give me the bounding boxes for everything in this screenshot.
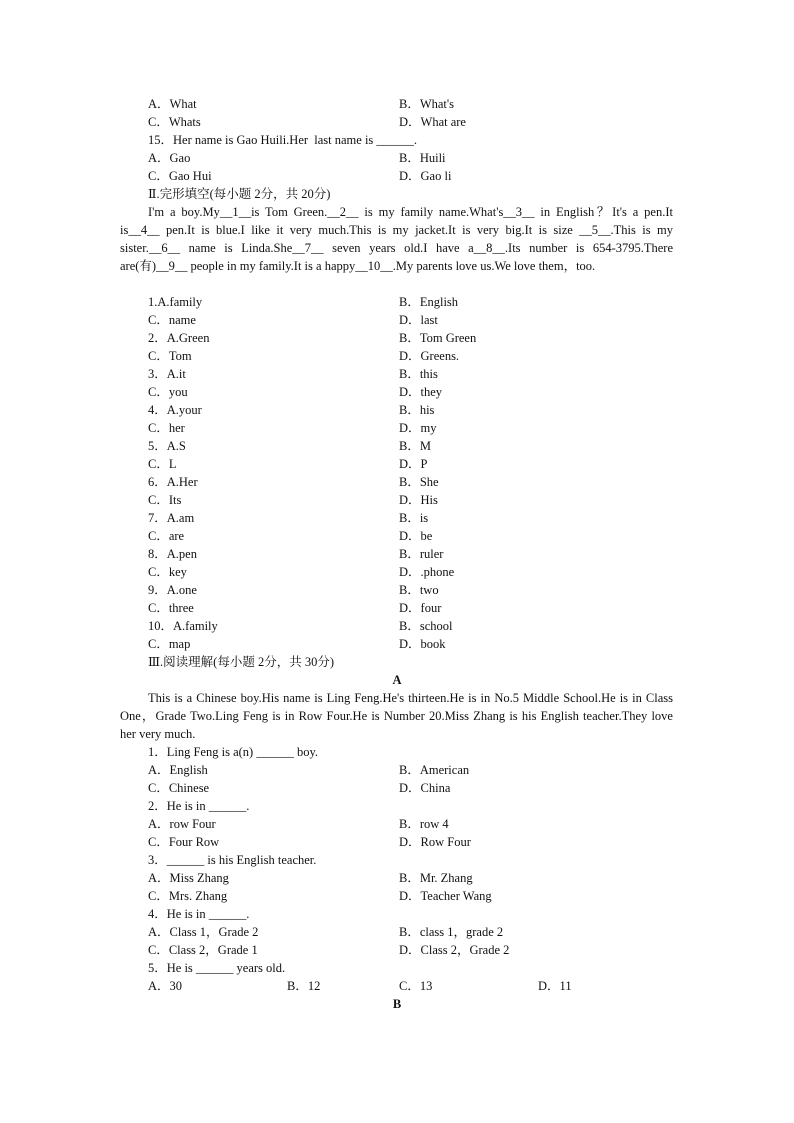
option-left: 2．A.Green	[148, 331, 210, 345]
option-row	[0, 293, 794, 311]
option-row	[0, 491, 794, 509]
option-row	[0, 869, 794, 887]
option-right: D．Row Four	[399, 835, 471, 849]
question-stem: 4．He is in ______.	[148, 907, 250, 921]
option-left: C．name	[148, 313, 196, 327]
option-d: D．What are	[399, 115, 466, 129]
option-row	[0, 455, 794, 473]
option-right: B．row 4	[399, 817, 449, 831]
option-d: D．Gao li	[399, 169, 452, 183]
option-right: D．Teacher Wang	[399, 889, 492, 903]
option-row	[0, 887, 794, 905]
option-right: B．class 1，grade 2	[399, 925, 504, 939]
option-row	[0, 383, 794, 401]
option-c: C．Gao Hui	[148, 169, 212, 183]
option-row	[0, 365, 794, 383]
option-right: D．book	[399, 637, 446, 651]
option-left: C．Chinese	[148, 781, 210, 795]
section-heading: Ⅲ.阅读理解(每小题 2分，共 30分)	[148, 655, 335, 669]
option-row	[0, 923, 794, 941]
option-row	[0, 977, 794, 995]
option-c: C．Whats	[148, 115, 201, 129]
option-row	[0, 401, 794, 419]
option-left: A．row Four	[148, 817, 216, 831]
option-b: B．Huili	[399, 151, 446, 165]
option-right: D．they	[399, 385, 443, 399]
option-a: A．Gao	[148, 151, 191, 165]
option-left: A．Miss Zhang	[148, 871, 229, 885]
option-right: B．his	[399, 403, 435, 417]
option-right: D．Class 2，Grade 2	[399, 943, 510, 957]
question-stem: 1．Ling Feng is a(n) ______ boy.	[148, 745, 319, 759]
question-stem: 15．Her name is Gao Huili.Her last name is ______.	[148, 133, 418, 147]
cloze-passage: I'm a boy.My__1__is Tom Green.__2__ is my family name.What's__3__ in English？It's a pen.It is__4__ pen.It is blue.I like it very much.This is my jacket.It is very big.It is size __5__.This is my sister.__6__ name is Linda.She__7__ seven years old.I have a__8__.Its number is 654-3795.There are(有)__9__ people in my family.It is a happy__10__.My parents love us.We love them，too.	[120, 205, 673, 273]
option-left: C．Four Row	[148, 835, 220, 849]
option-row	[0, 635, 794, 653]
part-label: B	[392, 997, 402, 1011]
option-right: B．English	[399, 295, 459, 309]
option-row	[0, 95, 794, 113]
option-row	[0, 941, 794, 959]
option-right: D．four	[399, 601, 442, 615]
option-left: A．English	[148, 763, 208, 777]
option-left: C．you	[148, 385, 188, 399]
reading-questions	[0, 743, 794, 959]
option-left: C．Class 2，Grade 1	[148, 943, 258, 957]
option-row	[0, 545, 794, 563]
option-left: 3．A.it	[148, 367, 186, 381]
option-right: B．American	[399, 763, 470, 777]
reading-passage: This is a Chinese boy.His name is Ling Feng.He's thirteen.He is in No.5 Middle School.He is in Class One，Grade Two.Ling Feng is in Row Four.He is Number 20.Miss Zhang is his English teacher.They love her very much.	[120, 691, 673, 741]
section-heading: Ⅱ.完形填空(每小题 2分，共 20分)	[148, 187, 331, 201]
option-right: B．M	[399, 439, 431, 453]
option-left: C．Mrs. Zhang	[148, 889, 228, 903]
cloze-options	[0, 293, 794, 653]
option-left: 4．A.your	[148, 403, 202, 417]
option-row	[0, 473, 794, 491]
option-left: C．her	[148, 421, 185, 435]
option-left: 1.A.family	[148, 295, 203, 309]
option-right: B．Tom Green	[399, 331, 477, 345]
option-right: B．two	[399, 583, 439, 597]
question-stem: 2．He is in ______.	[148, 799, 250, 813]
option-row	[0, 329, 794, 347]
option-row	[0, 437, 794, 455]
option-a: A．30	[148, 979, 183, 993]
option-row	[0, 617, 794, 635]
option-row	[0, 527, 794, 545]
option-row	[0, 761, 794, 779]
option-right: B．this	[399, 367, 438, 381]
option-right: B．She	[399, 475, 439, 489]
option-right: B．is	[399, 511, 429, 525]
option-left: C．Tom	[148, 349, 192, 363]
option-left: A．Class 1，Grade 2	[148, 925, 259, 939]
option-d: D．11	[538, 979, 572, 993]
option-row	[0, 779, 794, 797]
option-row	[0, 113, 794, 131]
option-row	[0, 347, 794, 365]
option-row	[0, 833, 794, 851]
option-right: B．Mr. Zhang	[399, 871, 473, 885]
option-left: C．L	[148, 457, 177, 471]
option-right: D．Greens.	[399, 349, 460, 363]
option-right: D．last	[399, 313, 438, 327]
option-left: C．key	[148, 565, 187, 579]
option-row	[0, 149, 794, 167]
question-stem: 3．______ is his English teacher.	[148, 853, 317, 867]
exam-page	[0, 95, 794, 1013]
option-row	[0, 599, 794, 617]
option-b: B．12	[287, 979, 321, 993]
option-row	[0, 419, 794, 437]
option-row	[0, 815, 794, 833]
option-left: C．Its	[148, 493, 182, 507]
option-row	[0, 509, 794, 527]
option-right: D．P	[399, 457, 428, 471]
option-left: C．are	[148, 529, 185, 543]
option-right: B．school	[399, 619, 453, 633]
option-row	[0, 311, 794, 329]
option-right: D．China	[399, 781, 451, 795]
option-left: C．three	[148, 601, 194, 615]
option-row	[0, 563, 794, 581]
option-row	[0, 167, 794, 185]
option-left: 9．A.one	[148, 583, 197, 597]
option-right: B．ruler	[399, 547, 444, 561]
option-left: 5．A.S	[148, 439, 186, 453]
part-label: A	[392, 673, 402, 687]
option-left: C．map	[148, 637, 191, 651]
option-c: C．13	[399, 979, 433, 993]
option-row	[0, 581, 794, 599]
option-right: D．my	[399, 421, 437, 435]
option-left: 8．A.pen	[148, 547, 197, 561]
option-left: 6．A.Her	[148, 475, 198, 489]
option-left: 7．A.am	[148, 511, 195, 525]
option-right: D．be	[399, 529, 433, 543]
question-stem: 5．He is ______ years old.	[148, 961, 286, 975]
option-right: D．His	[399, 493, 438, 507]
option-a: A．What	[148, 97, 197, 111]
option-left: 10．A.family	[148, 619, 218, 633]
option-right: D．.phone	[399, 565, 455, 579]
option-b: B．What's	[399, 97, 455, 111]
